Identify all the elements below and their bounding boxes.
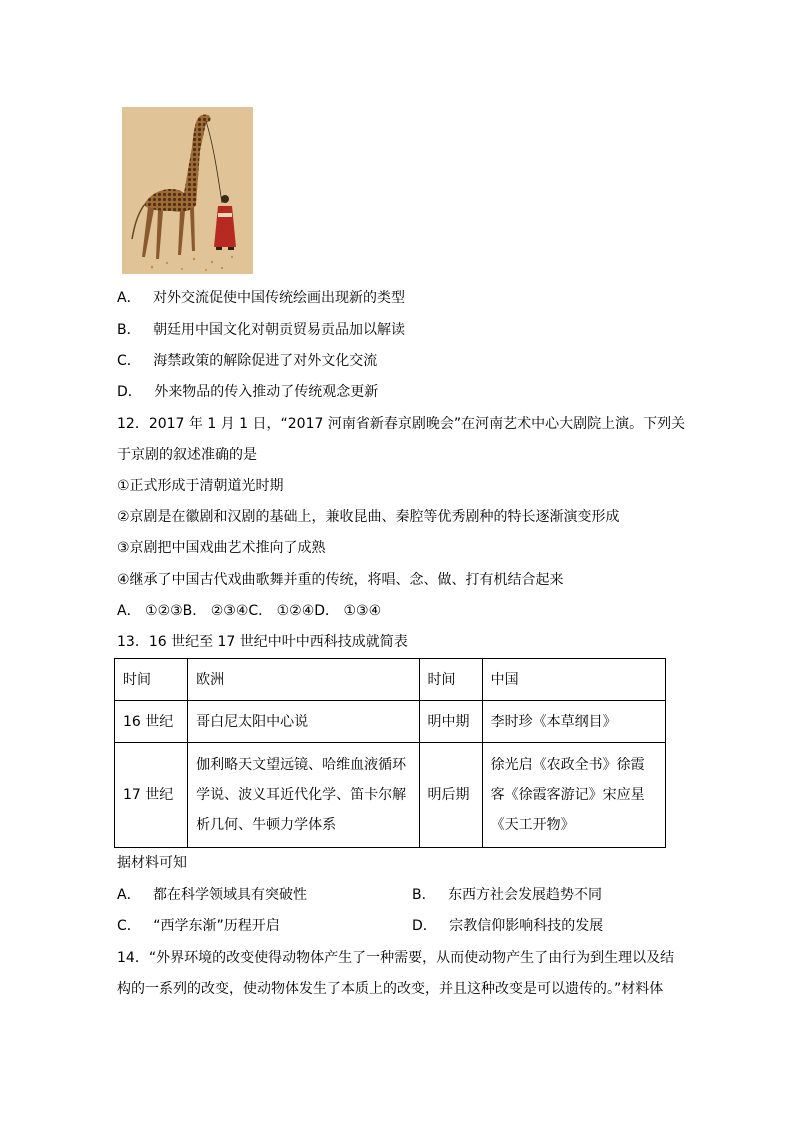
giraffe-painting [122, 107, 253, 274]
option-text: 宗教信仰影响科技的发展 [449, 918, 604, 934]
q12-item-3: ③京剧把中国戏曲艺术推向了成熟 [117, 540, 326, 556]
q14-stem-line2: 构的一系列的改变，使动物体发生了本质上的改变，并且这种改变是可以遗传的。”材料体 [117, 981, 664, 997]
option-key: D． [412, 918, 437, 934]
table-cell: 17 世纪 [115, 743, 188, 848]
q13-option-b [412, 885, 602, 905]
q11-option-d [117, 382, 378, 402]
q14-stem-line1: 14．“外界环境的改变使得动物体产生了一种需要，从而使动物产生了由行为到生理以及结 [117, 950, 675, 966]
option-text: 都在科学领域具有突破性 [153, 887, 308, 903]
table-header-cell: 时间 [419, 659, 482, 701]
q12-stem-line2: 于京剧的叙述准确的是 [117, 447, 257, 463]
table-header-row [115, 659, 666, 701]
option-key: C． [117, 918, 141, 934]
q12-item-1: ①正式形成于清朝道光时期 [117, 478, 284, 494]
q12-stem-line1: 12．2017 年 1 月 1 日，“2017 河南省新春京剧晚会”在河南艺术中心大剧院上演。下列关 [117, 416, 686, 432]
option-key: A． [117, 290, 141, 306]
q12-item-2: ②京剧是在徽剧和汉剧的基础上，兼收昆曲、秦腔等优秀剧种的特长逐渐演变形成 [117, 509, 620, 525]
table-cell: 徐光启《农政全书》徐霞客《徐霞客游记》宋应星《天工开物》 [482, 743, 665, 848]
q13-option-c [117, 916, 280, 936]
q12-options: A． ①②③B． ②③④C． ①②④D． ①③④ [117, 603, 382, 619]
giraffe-painting-image [122, 107, 253, 274]
option-key: B． [412, 887, 436, 903]
table-cell: 伽利略天文望远镜、哈维血液循环学说、波义耳近代化学、笛卡尔解析几何、牛顿力学体系 [188, 743, 419, 848]
q11-option-a [117, 288, 405, 308]
option-text: 外来物品的传入推动了传统观念更新 [154, 384, 379, 400]
option-text: 对外交流促使中国传统绘画出现新的类型 [153, 290, 406, 306]
option-text: 海禁政策的解除促进了对外文化交流 [153, 353, 378, 369]
option-text: “西学东渐”历程开启 [153, 918, 280, 934]
table-cell: 哥白尼太阳中心说 [188, 701, 419, 743]
option-key: D． [117, 384, 142, 400]
q12-item-4: ④继承了中国古代戏曲歌舞并重的传统，将唱、念、做、打有机结合起来 [117, 572, 564, 588]
option-key: B． [117, 322, 141, 338]
table-cell: 明中期 [419, 701, 482, 743]
table-cell: 明后期 [419, 743, 482, 848]
table-cell: 16 世纪 [115, 701, 188, 743]
table-header-cell: 中国 [482, 659, 665, 701]
q13-stem: 13．16 世纪至 17 世纪中叶中西科技成就简表 [117, 634, 408, 650]
table-header-cell: 欧洲 [188, 659, 419, 701]
table-cell: 李时珍《本草纲目》 [482, 701, 665, 743]
q13-after-table: 据材料可知 [117, 855, 187, 871]
option-text: 东西方社会发展趋势不同 [448, 887, 603, 903]
q13-option-d [412, 916, 603, 936]
table-row [115, 743, 666, 848]
table-header-cell: 时间 [115, 659, 188, 701]
q11-option-b [117, 320, 405, 340]
table-row [115, 701, 666, 743]
option-text: 朝廷用中国文化对朝贡贸易贡品加以解读 [153, 322, 406, 338]
option-key: A． [117, 887, 141, 903]
q13-option-a [117, 885, 307, 905]
q11-option-c [117, 351, 377, 371]
science-achievements-table [114, 658, 666, 848]
option-key: C． [117, 353, 141, 369]
